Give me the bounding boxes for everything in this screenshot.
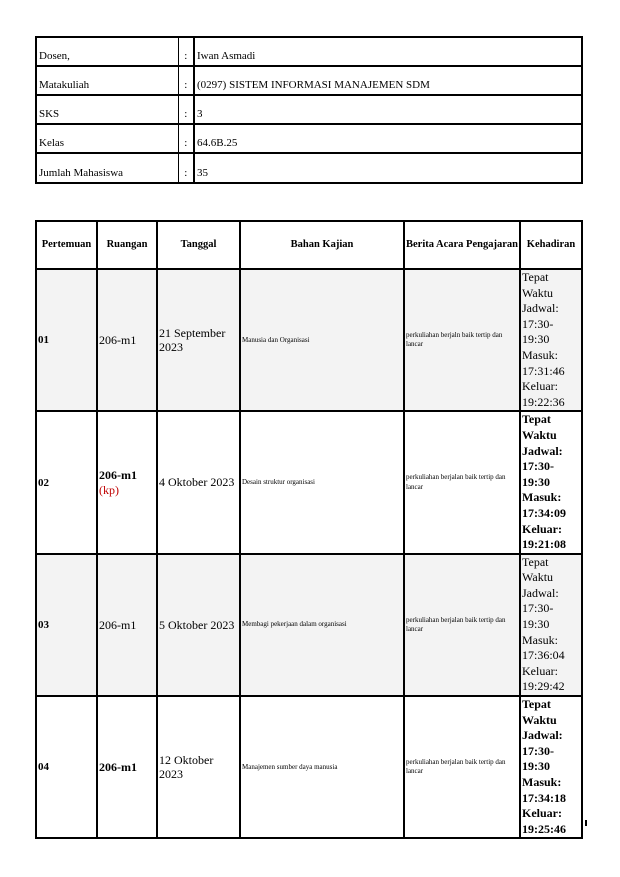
attendance-line: 17:30-19:30 xyxy=(522,601,554,632)
attendance-status xyxy=(520,269,582,411)
info-row-students xyxy=(36,153,582,183)
attendance-line: 17:34:09 xyxy=(522,505,566,520)
attendance-line: Keluar: xyxy=(522,379,558,394)
info-separator: : xyxy=(178,124,194,153)
attendance-line: Masuk: xyxy=(522,632,558,647)
attendance-line: 17:30-19:30 xyxy=(522,743,554,774)
info-value: 64.6B.25 xyxy=(194,124,582,153)
attendance-line: 19:25:46 xyxy=(522,821,566,836)
info-label: Dosen, xyxy=(36,37,178,66)
info-value: (0297) SISTEM INFORMASI MANAJEMEN SDM xyxy=(194,66,582,95)
teaching-report: perkuliahan berjaln baik tertip dan lancar xyxy=(404,269,520,411)
topic: Desain struktur organisasi xyxy=(240,411,404,553)
teaching-report: perkuliahan berjalan baik tertip dan lancar xyxy=(404,411,520,553)
meeting-date: 5 Oktober 2023 xyxy=(157,554,240,696)
info-label: SKS xyxy=(36,95,178,124)
meeting-number: 01 xyxy=(36,269,97,411)
meeting-date: 21 September 2023 xyxy=(157,269,240,411)
info-label: Jumlah Mahasiswa xyxy=(36,153,178,183)
teaching-report: perkuliahan berjalan baik tertip dan lancar xyxy=(404,696,520,838)
info-value: 35 xyxy=(194,153,582,183)
course-info-table xyxy=(35,36,583,184)
info-separator: : xyxy=(178,95,194,124)
meeting-number: 02 xyxy=(36,411,97,553)
attendance-rows xyxy=(36,269,582,838)
attendance-line: Masuk: xyxy=(522,490,562,505)
attendance-line: 17:36:04 xyxy=(522,648,565,663)
attendance-line: Keluar: xyxy=(522,663,558,678)
room: 206-m1 xyxy=(99,617,137,632)
attendance-line: Jadwal: xyxy=(522,728,563,743)
header-attendance: Kehadiran xyxy=(520,221,582,269)
info-value: 3 xyxy=(194,95,582,124)
info-label: Kelas xyxy=(36,124,178,153)
attendance-line: 19:29:42 xyxy=(522,679,565,694)
attendance-line: Tepat Waktu xyxy=(522,554,554,585)
header-meeting: Pertemuan xyxy=(36,221,97,269)
attendance-line: 19:21:08 xyxy=(522,537,566,552)
info-label: Matakuliah xyxy=(36,66,178,95)
info-separator: : xyxy=(178,66,194,95)
info-row-class xyxy=(36,124,582,153)
info-separator: : xyxy=(178,37,194,66)
attendance-line: Masuk: xyxy=(522,347,558,362)
table-continuation xyxy=(35,820,587,826)
attendance-line: Tepat Waktu xyxy=(522,412,557,442)
header-teaching-report: Berita Acara Pengajaran xyxy=(404,221,520,269)
teaching-report: perkuliahan berjalan baik tertip dan lancar xyxy=(404,554,520,696)
attendance-line: Tepat Waktu xyxy=(522,697,557,727)
table-row xyxy=(36,269,582,411)
attendance-status xyxy=(520,411,582,553)
attendance-line: Keluar: xyxy=(522,806,562,821)
attendance-line: 19:22:36 xyxy=(522,394,565,409)
room: 206-m1 xyxy=(99,332,137,347)
room-note: (kp) xyxy=(99,482,119,497)
attendance-line: 17:34:18 xyxy=(522,790,566,805)
attendance-table xyxy=(35,220,583,839)
attendance-line: Keluar: xyxy=(522,521,562,536)
room: 206-m1 xyxy=(99,760,137,774)
attendance-line: 17:31:46 xyxy=(522,363,565,378)
room-cell xyxy=(97,696,157,838)
attendance-line: Masuk: xyxy=(522,775,562,789)
header-room: Ruangan xyxy=(97,221,157,269)
attendance-status xyxy=(520,554,582,696)
topic: Manajemen sumber daya manusia xyxy=(240,696,404,838)
attendance-status xyxy=(520,696,582,838)
header-topic: Bahan Kajian xyxy=(240,221,404,269)
attendance-line: 17:30-19:30 xyxy=(522,316,554,347)
attendance-header-row xyxy=(36,221,582,269)
room-cell xyxy=(97,411,157,553)
table-row xyxy=(36,411,582,553)
info-row-credits xyxy=(36,95,582,124)
attendance-line: Jadwal: xyxy=(522,301,559,316)
table-row xyxy=(36,554,582,696)
topic: Membagi pekerjaan dalam organisasi xyxy=(240,554,404,696)
attendance-line: 17:30-19:30 xyxy=(522,459,554,489)
info-row-lecturer xyxy=(36,37,582,66)
attendance-line: Jadwal: xyxy=(522,585,559,600)
attendance-line: Tepat Waktu xyxy=(522,270,554,300)
table-row xyxy=(36,696,582,838)
info-separator: : xyxy=(178,153,194,183)
meeting-number: 03 xyxy=(36,554,97,696)
room-cell xyxy=(97,269,157,411)
room-cell xyxy=(97,554,157,696)
room: 206-m1 xyxy=(99,468,137,483)
header-date: Tanggal xyxy=(157,221,240,269)
meeting-date: 12 Oktober 2023 xyxy=(157,696,240,838)
info-row-course xyxy=(36,66,582,95)
info-value: Iwan Asmadi xyxy=(194,37,582,66)
meeting-date: 4 Oktober 2023 xyxy=(157,411,240,553)
topic: Manusia dan Organisasi xyxy=(240,269,404,411)
attendance-line: Jadwal: xyxy=(522,443,563,458)
meeting-number: 04 xyxy=(36,696,97,838)
